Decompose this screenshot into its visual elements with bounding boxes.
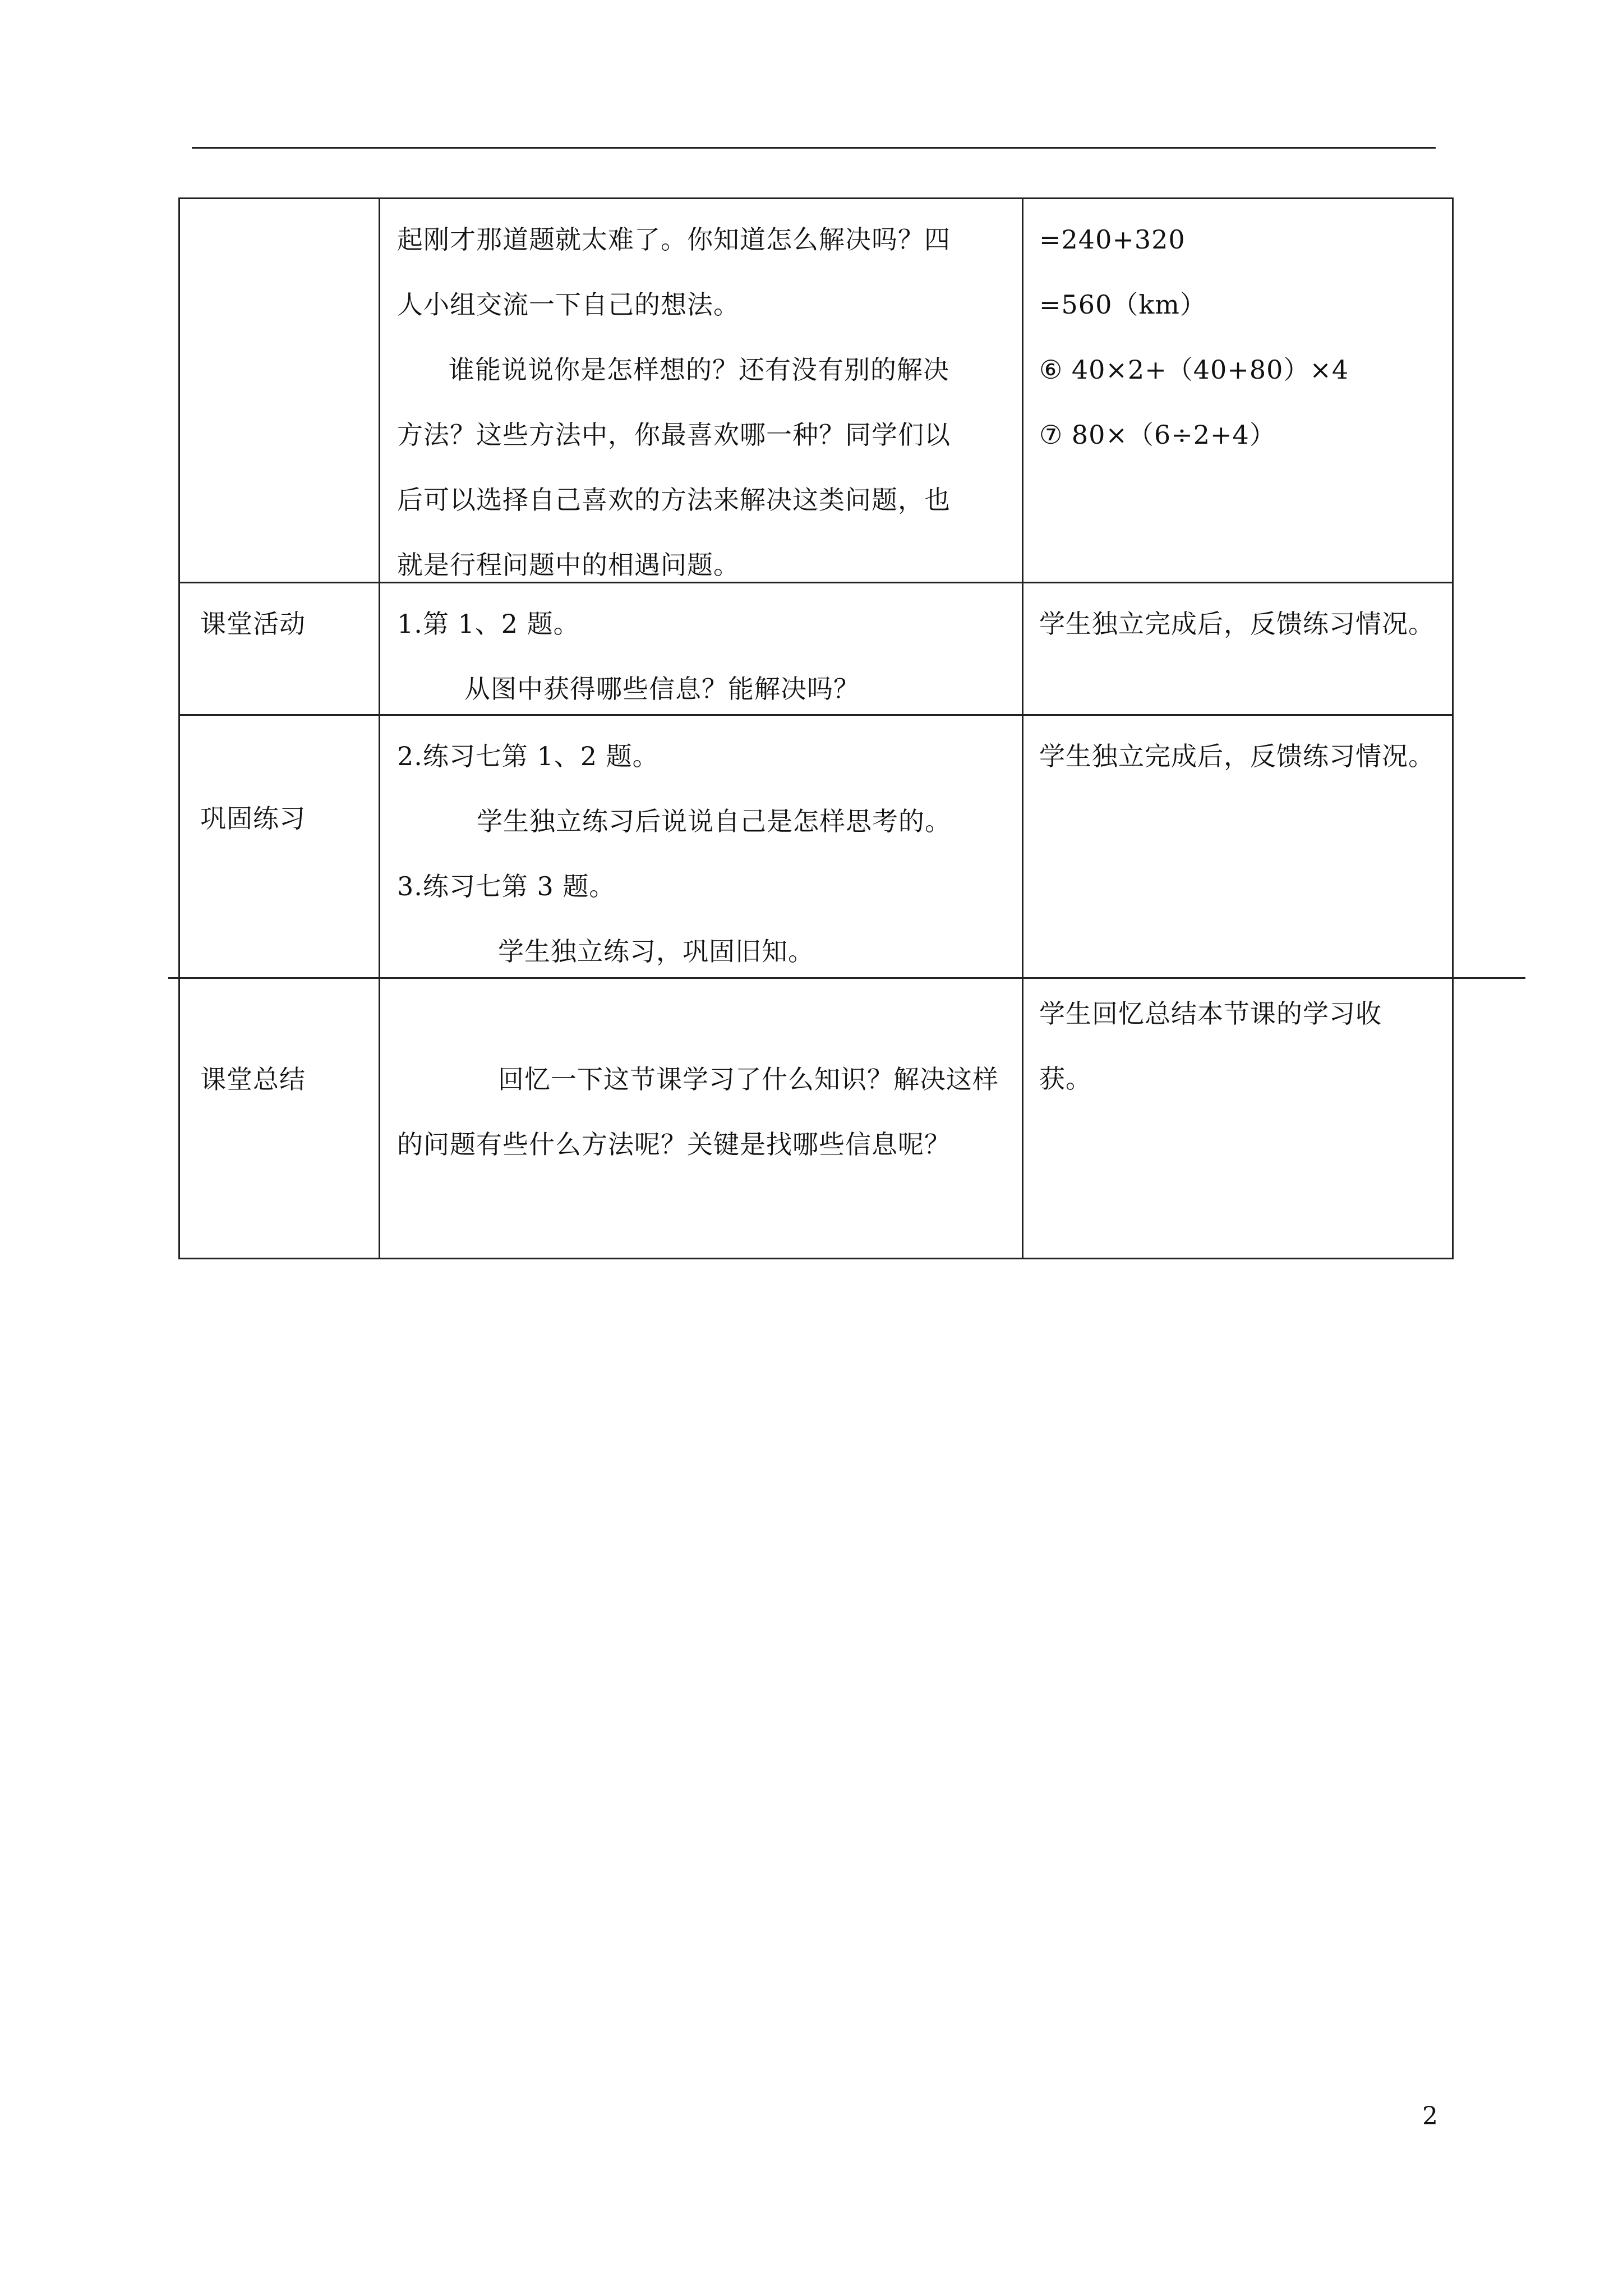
row-3-content-line-3: 3.练习七第 3 题。 (397, 871, 616, 901)
row-1-note-cell (1022, 197, 1454, 583)
row-2-label: 课堂活动 (200, 609, 306, 639)
row-2-content-line-2: 从图中获得哪些信息？能解决吗？ (464, 674, 860, 704)
row-3-content-line-4: 学生独立练习，巩固旧知。 (498, 936, 814, 967)
calculation-line-1: =240+320 (1039, 224, 1186, 255)
row-1-content-line-2: 人小组交流一下自己的想法。 (397, 289, 740, 320)
page-number: 2 (1422, 2102, 1438, 2131)
row-1-label-cell (178, 197, 380, 583)
row-4-content-line-1: 回忆一下这节课学习了什么知识？解决这样 (498, 1064, 999, 1094)
row-3-content-cell (379, 714, 1023, 979)
calculation-line-3: ⑥ 40×2+（40+80）×4 (1039, 355, 1349, 385)
row-4-note-line-2: 获。 (1039, 1064, 1092, 1094)
row-1-content-line-1: 起刚才那道题就太难了。你知道怎么解决吗？四 (397, 224, 951, 255)
row-2-content-line-1: 1.第 1、2 题。 (397, 609, 580, 639)
row-4-content-line-2: 的问题有些什么方法呢？关键是找哪些信息呢？ (397, 1129, 951, 1159)
row-2-label-cell (178, 582, 380, 716)
row-2-note-cell (1022, 582, 1454, 716)
row-4-note-cell (1022, 977, 1454, 1259)
row-1-content-cell (379, 197, 1023, 583)
row-3-label-cell (178, 714, 380, 979)
row-4-content-cell (379, 977, 1023, 1259)
calculation-line-2: =560（km） (1039, 289, 1206, 320)
row-4-label-cell (178, 977, 380, 1259)
row-1-content-line-6: 就是行程问题中的相遇问题。 (397, 550, 740, 580)
row-4-label: 课堂总结 (200, 1064, 306, 1094)
calculation-line-4: ⑦ 80×（6÷2+4） (1039, 420, 1276, 450)
row-1-content-line-4: 方法？这些方法中，你最喜欢哪一种？同学们以 (397, 420, 951, 450)
row-4-note-line-1: 学生回忆总结本节课的学习收 (1039, 999, 1382, 1029)
row-2-content-cell (379, 582, 1023, 716)
header-rule (192, 147, 1436, 149)
row-2-note: 学生独立完成后，反馈练习情况。 (1039, 609, 1435, 639)
row-3-note: 学生独立完成后，反馈练习情况。 (1039, 741, 1435, 771)
row-3-content-line-2: 学生独立练习后说说自己是怎样思考的。 (477, 806, 951, 836)
row-3-content-line-1: 2.练习七第 1、2 题。 (397, 741, 659, 771)
row-3-label: 巩固练习 (200, 803, 306, 834)
row-1-content-line-5: 后可以选择自己喜欢的方法来解决这类问题，也 (397, 485, 951, 515)
row-1-content-line-3: 谁能说说你是怎样想的？还有没有别的解决 (449, 355, 949, 385)
row-3-note-cell (1022, 714, 1454, 979)
